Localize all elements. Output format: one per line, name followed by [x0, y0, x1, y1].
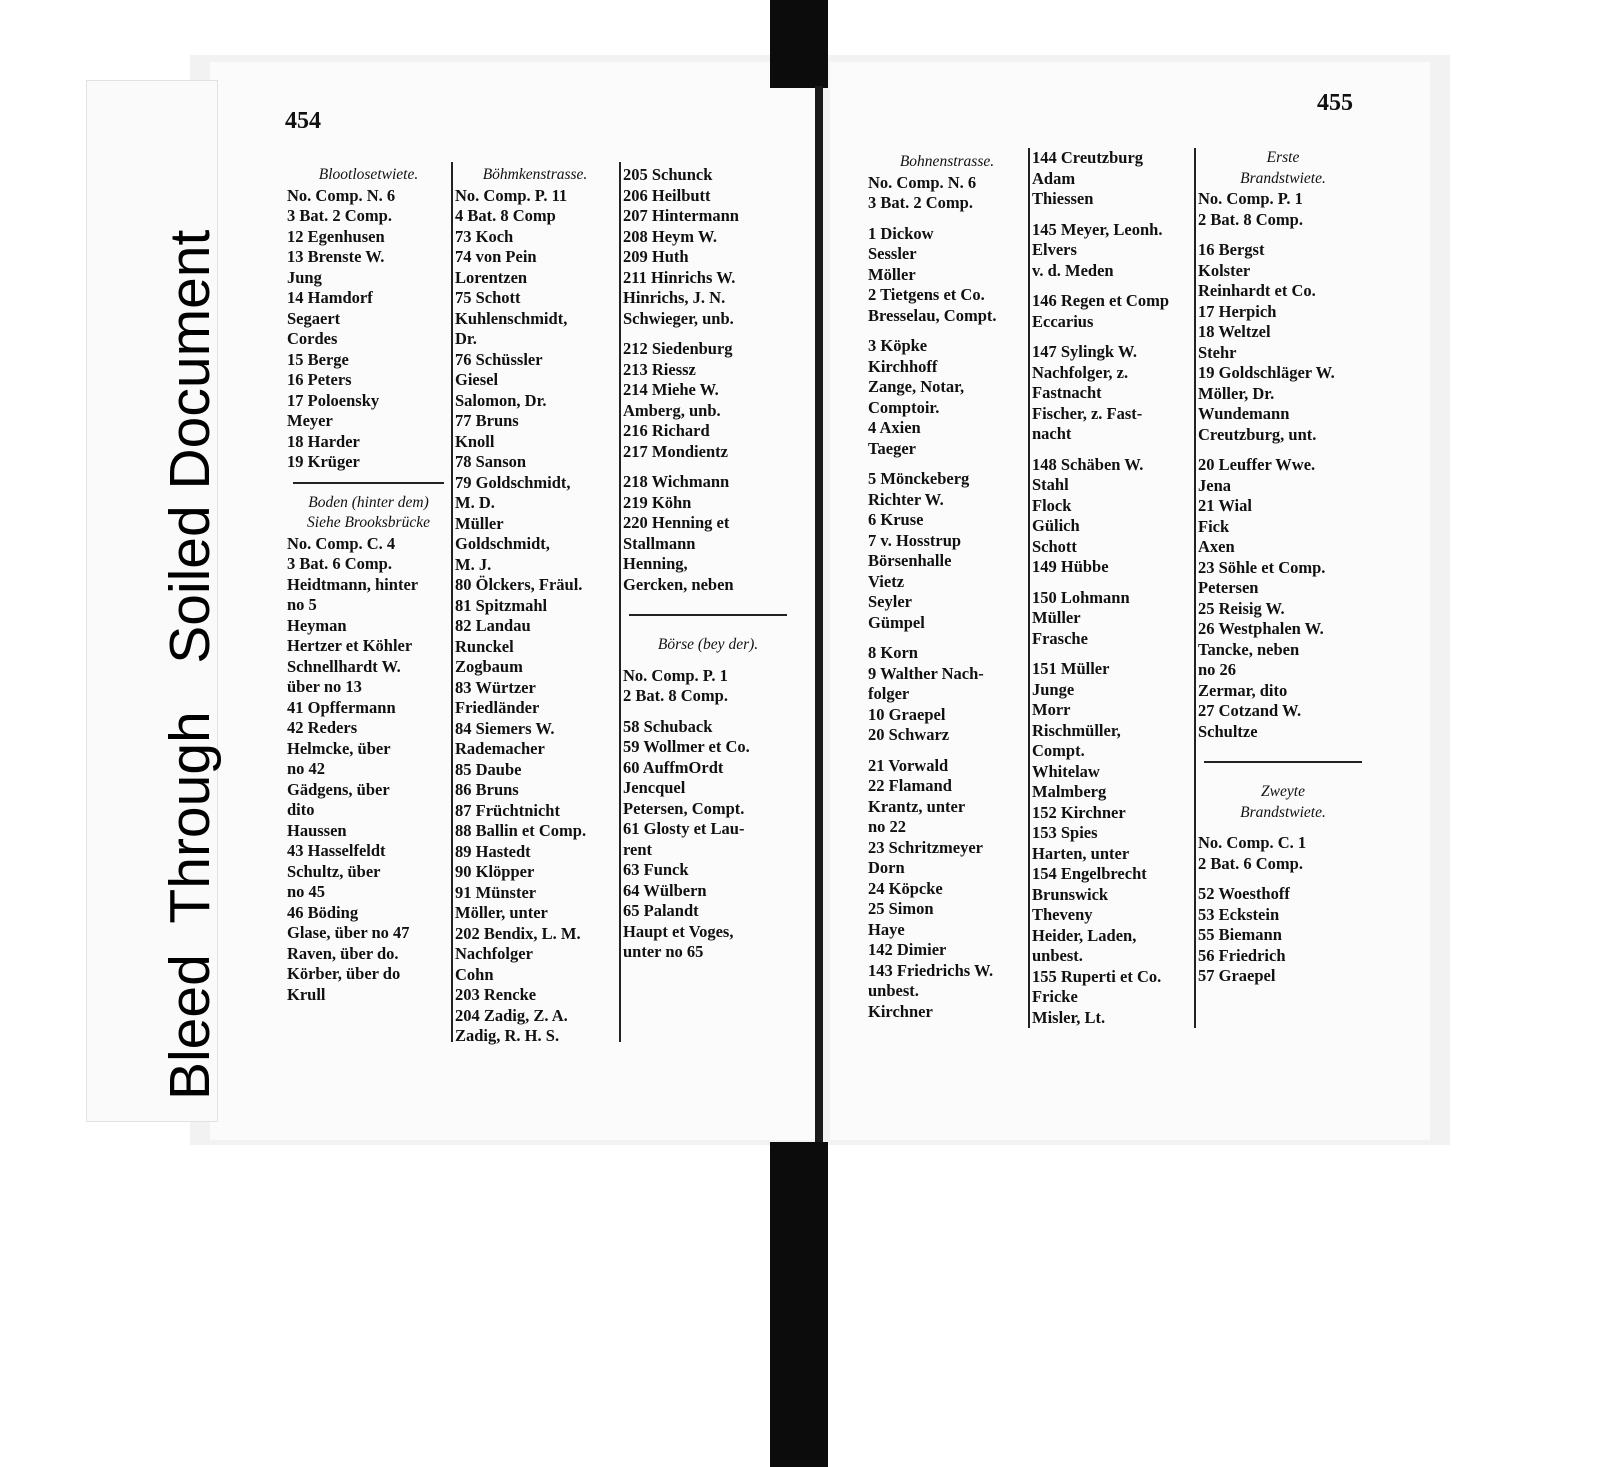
directory-entry: 84 Siemers W.	[455, 718, 555, 738]
directory-entry: Segaert	[287, 308, 341, 328]
directory-entry: 25 Simon	[868, 899, 934, 918]
directory-entry: 150 Lohmann	[1032, 587, 1130, 607]
directory-entry: 78 Sanson	[455, 452, 527, 471]
directory-entry: Fischer, z. Fast-	[1032, 403, 1143, 423]
directory-entry: 20 Leuffer Wwe.	[1198, 455, 1316, 474]
column-divider	[1028, 148, 1030, 1028]
directory-entry: 82 Landau	[455, 616, 531, 635]
directory-entry: 23 Söhle et Comp.	[1198, 557, 1326, 577]
directory-entry: no 22	[868, 817, 907, 836]
spacer	[1032, 210, 1192, 220]
directory-entry: Flock	[1032, 495, 1072, 515]
directory-entry: Schwieger, unb.	[623, 308, 734, 328]
directory-entry: 53 Eckstein	[1198, 904, 1280, 924]
directory-entry: 143 Friedrichs W.	[868, 960, 994, 980]
directory-entry: 74 von Pein	[455, 247, 537, 266]
directory-entry: 13 Brenste W.	[287, 247, 385, 266]
spacer	[623, 595, 793, 605]
spacer	[623, 625, 793, 635]
spacer	[1032, 445, 1192, 455]
directory-entry: 43 Hasselfeldt	[287, 841, 386, 860]
spacer	[623, 462, 793, 472]
directory-entry: Knoll	[455, 431, 495, 451]
directory-entry: Möller, unter	[455, 903, 548, 922]
directory-entry: 2 Bat. 8 Comp.	[1198, 209, 1303, 229]
gutter-fold	[815, 86, 823, 1146]
page-number-right: 455	[1317, 90, 1353, 116]
directory-entry: Kirchner	[868, 1001, 933, 1021]
directory-entry: 63 Funck	[623, 860, 689, 879]
directory-entry: 207 Hintermann	[623, 206, 739, 225]
directory-entry: 18 Weltzel	[1198, 322, 1271, 341]
directory-entry: Helmcke, über	[287, 738, 391, 758]
directory-entry: Salomon, Dr.	[455, 390, 547, 410]
directory-entry: Vietz	[868, 571, 905, 591]
directory-entry: Schott	[1032, 536, 1077, 556]
directory-entry: 24 Köpcke	[868, 878, 943, 898]
spacer	[1198, 772, 1368, 782]
directory-entry: 25 Reisig W.	[1198, 598, 1285, 618]
directory-entry: Kolster	[1198, 260, 1251, 280]
directory-entry: 205 Schunck	[623, 165, 713, 184]
directory-entry: 152 Kirchner	[1032, 802, 1126, 822]
directory-entry: Harten, unter	[1032, 843, 1130, 863]
directory-entry: Taeger	[868, 438, 916, 458]
directory-entry: 3 Bat. 2 Comp.	[868, 193, 973, 212]
spacer	[868, 214, 1026, 224]
directory-entry: Zermar, dito	[1198, 680, 1288, 700]
directory-entry: Dorn	[868, 858, 905, 877]
spacer	[1032, 332, 1192, 342]
directory-entry: Dr.	[455, 329, 477, 348]
left-column-3	[623, 165, 793, 963]
directory-entry: 155 Ruperti et Co.	[1032, 966, 1162, 986]
column-divider	[1194, 148, 1196, 1028]
directory-entry: 151 Müller	[1032, 659, 1110, 678]
spacer	[1032, 578, 1192, 588]
directory-entry: 88 Ballin et Comp.	[455, 821, 587, 840]
directory-entry: 146 Regen et Comp	[1032, 291, 1170, 310]
directory-entry: Brunswick	[1032, 884, 1109, 904]
directory-entry: 2 Tietgens et Co.	[868, 285, 985, 304]
directory-entry: 23 Schritzmeyer	[868, 837, 983, 857]
directory-entry: Jencquel	[623, 778, 686, 797]
directory-entry: 154 Engelbrecht	[1032, 864, 1147, 883]
directory-entry: Tancke, neben	[1198, 639, 1300, 659]
directory-entry: Krull	[287, 984, 326, 1004]
directory-entry: 42 Reders	[287, 718, 358, 737]
directory-entry: Misler, Lt.	[1032, 1007, 1106, 1027]
stamp-text: Bleed Through Soiled Document	[158, 229, 222, 1100]
directory-entry: Sessler	[868, 244, 917, 263]
directory-entry: 85 Daube	[455, 759, 522, 779]
directory-entry: No. Comp. N. 6	[868, 172, 977, 192]
column-divider	[619, 162, 621, 1042]
directory-entry: Zadig, R. H. S.	[455, 1026, 560, 1045]
section-rule	[293, 482, 444, 484]
directory-entry: No. Comp. P. 1	[623, 665, 728, 685]
spacer	[623, 707, 793, 717]
directory-entry: 142 Dimier	[868, 940, 947, 959]
directory-entry: 87 Früchtnicht	[455, 800, 560, 820]
directory-entry: Jena	[1198, 475, 1231, 495]
directory-entry: 86 Bruns	[455, 780, 519, 799]
directory-entry: 26 Westphalen W.	[1198, 619, 1324, 638]
directory-entry: 6 Kruse	[868, 510, 924, 529]
street-heading: Zweyte	[1261, 783, 1305, 800]
directory-entry: Malmberg	[1032, 782, 1107, 801]
directory-entry: Runckel	[455, 636, 514, 656]
directory-entry: 7 v. Hosstrup	[868, 530, 962, 550]
directory-entry: unbest.	[868, 981, 919, 1000]
directory-entry: No. Comp. P. 11	[455, 185, 568, 205]
directory-entry: Rischmüller,	[1032, 720, 1121, 740]
street-heading: Blootlosetwiete.	[318, 166, 419, 183]
spacer	[868, 459, 1026, 469]
spacer	[1198, 823, 1368, 833]
directory-entry: 144 Creutzburg	[1032, 148, 1144, 167]
directory-entry: Fastnacht	[1032, 383, 1102, 402]
directory-entry: 206 Heilbutt	[623, 185, 711, 205]
directory-entry: No. Comp. C. 1	[1198, 833, 1307, 852]
directory-entry: 145 Meyer, Leonh.	[1032, 219, 1163, 239]
directory-entry: Zogbaum	[455, 657, 523, 676]
spacer	[1198, 874, 1368, 884]
street-heading: Brandstwiete.	[1240, 169, 1326, 187]
directory-entry: Henning,	[623, 554, 688, 573]
directory-entry: 153 Spies	[1032, 823, 1098, 842]
directory-entry: unter no 65	[623, 942, 704, 961]
directory-entry: 81 Spitzmahl	[455, 595, 548, 615]
directory-entry: 83 Würtzer	[455, 677, 536, 697]
directory-entry: 5 Mönckeberg	[868, 469, 970, 488]
directory-entry: Theveny	[1032, 905, 1093, 924]
spacer	[868, 746, 1026, 756]
directory-entry: no 42	[287, 759, 326, 778]
directory-entry: Meyer	[287, 411, 333, 430]
directory-entry: Lorentzen	[455, 267, 528, 287]
right-column-1	[868, 152, 1026, 1022]
directory-entry: Schnellhardt W.	[287, 656, 401, 676]
directory-entry: Jung	[287, 267, 322, 287]
directory-entry: Petersen, Compt.	[623, 798, 745, 818]
street-heading: Böhmkenstrasse.	[482, 166, 588, 183]
directory-entry: Amberg, unb.	[623, 400, 721, 420]
directory-entry: 17 Herpich	[1198, 301, 1277, 321]
directory-entry: 217 Mondientz	[623, 441, 728, 461]
directory-entry: 59 Wollmer et Co.	[623, 737, 750, 756]
directory-entry: Compt.	[1032, 741, 1085, 760]
directory-entry: 73 Koch	[455, 226, 514, 246]
directory-entry: 57 Graepel	[1198, 966, 1276, 985]
directory-entry: No. Comp. N. 6	[287, 185, 396, 205]
directory-entry: Haussen	[287, 820, 347, 840]
directory-entry: no 45	[287, 882, 326, 901]
column-divider	[451, 162, 453, 1042]
directory-entry: 90 Klöpper	[455, 862, 535, 881]
directory-entry: Börsenhalle	[868, 551, 952, 570]
directory-entry: 64 Wülbern	[623, 880, 707, 900]
directory-entry: Schultz, über	[287, 861, 381, 881]
directory-entry: Goldschmidt,	[455, 534, 550, 553]
directory-entry: Axen	[1198, 537, 1235, 556]
directory-entry: 91 Münster	[455, 882, 537, 902]
directory-entry: 2 Bat. 8 Comp.	[623, 686, 728, 705]
directory-entry: Friedländer	[455, 698, 540, 717]
directory-entry: Fricke	[1032, 987, 1078, 1006]
directory-entry: 55 Biemann	[1198, 925, 1282, 944]
directory-entry: Cordes	[287, 329, 338, 348]
directory-entry: Seyler	[868, 592, 912, 611]
directory-entry: 211 Hinrichs W.	[623, 267, 736, 287]
street-heading: Siehe Brooksbrücke	[307, 514, 430, 531]
directory-entry: Adam	[1032, 168, 1076, 188]
directory-entry: Bresselau, Compt.	[868, 305, 997, 325]
directory-entry: 46 Böding	[287, 902, 359, 922]
directory-entry: no 26	[1198, 660, 1237, 679]
street-heading: Erste	[1266, 149, 1300, 166]
directory-entry: 79 Goldschmidt,	[455, 472, 571, 492]
directory-entry: 213 Riessz	[623, 359, 696, 379]
spacer	[1198, 742, 1368, 752]
directory-entry: Möller	[868, 264, 916, 284]
directory-entry: Möller, Dr.	[1198, 383, 1275, 403]
left-column-1	[287, 165, 450, 1005]
directory-entry: Cohn	[455, 964, 494, 984]
directory-entry: 52 Woesthoff	[1198, 884, 1290, 903]
directory-entry: Hinrichs, J. N.	[623, 288, 726, 307]
directory-entry: 216 Richard	[623, 421, 710, 440]
directory-entry: Hertzer et Köhler	[287, 636, 413, 655]
directory-entry: Whitelaw	[1032, 761, 1100, 781]
spacer	[868, 326, 1026, 336]
directory-entry: 76 Schüssler	[455, 349, 543, 369]
directory-entry: Heyman	[287, 615, 347, 635]
directory-entry: 77 Bruns	[455, 411, 519, 430]
directory-entry: Müller	[455, 513, 504, 533]
directory-entry: 56 Friedrich	[1198, 945, 1286, 965]
directory-entry: 61 Glosty et Lau-	[623, 819, 745, 838]
directory-entry: v. d. Meden	[1032, 260, 1114, 280]
directory-entry: 208 Heym W.	[623, 226, 717, 246]
directory-entry: 27 Cotzand W.	[1198, 701, 1302, 720]
directory-entry: Zange, Notar,	[868, 377, 965, 396]
directory-entry: Kuhlenschmidt,	[455, 308, 568, 328]
directory-entry: nacht	[1032, 424, 1072, 443]
directory-entry: 1 Dickow	[868, 223, 934, 243]
directory-entry: Stahl	[1032, 475, 1069, 494]
directory-entry: Kirchhoff	[868, 356, 938, 376]
directory-entry: Müller	[1032, 608, 1081, 627]
directory-entry: 20 Schwarz	[868, 725, 950, 744]
directory-entry: 80 Ölckers, Fräul.	[455, 575, 583, 594]
directory-entry: 203 Rencke	[455, 985, 537, 1004]
directory-entry: Raven, über do.	[287, 943, 399, 963]
directory-entry: über no 13	[287, 677, 362, 696]
section-rule	[629, 614, 787, 616]
directory-entry: Stehr	[1198, 342, 1237, 362]
right-column-2	[1032, 148, 1192, 1028]
directory-entry: Gercken, neben	[623, 574, 734, 594]
directory-entry: Eccarius	[1032, 311, 1094, 331]
directory-entry: 202 Bendix, L. M.	[455, 923, 581, 943]
directory-entry: 22 Flamand	[868, 776, 952, 795]
directory-entry: Stallmann	[623, 533, 696, 553]
left-column-2	[455, 165, 615, 1047]
directory-entry: 4 Axien	[868, 418, 921, 437]
directory-entry: 14 Hamdorf	[287, 288, 373, 307]
directory-entry: Heider, Laden,	[1032, 925, 1137, 945]
directory-entry: rent	[623, 839, 653, 859]
directory-entry: Gülich	[1032, 516, 1080, 535]
directory-entry: M. J.	[455, 554, 492, 574]
directory-entry: 60 AuffmOrdt	[623, 757, 724, 777]
directory-entry: 16 Bergst	[1198, 240, 1265, 259]
directory-entry: Giesel	[455, 370, 499, 389]
street-heading: Börse (bey der).	[657, 636, 759, 653]
directory-entry: dito	[287, 800, 315, 819]
directory-entry: Frasche	[1032, 628, 1088, 648]
directory-entry: Petersen	[1198, 578, 1259, 597]
directory-entry: Krantz, unter	[868, 796, 966, 816]
directory-entry: 212 Siedenburg	[623, 339, 733, 358]
directory-entry: 218 Wichmann	[623, 472, 730, 491]
directory-entry: 18 Harder	[287, 431, 360, 451]
directory-entry: Morr	[1032, 700, 1071, 719]
directory-entry: 3 Köpke	[868, 336, 928, 355]
directory-entry: Junge	[1032, 679, 1075, 699]
street-heading: Brandstwiete.	[1240, 803, 1326, 821]
directory-entry: Heidtmann, hinter	[287, 574, 419, 594]
directory-entry: No. Comp. P. 1	[1198, 189, 1303, 208]
directory-entry: 3 Bat. 6 Comp.	[287, 554, 392, 573]
directory-entry: 75 Schott	[455, 288, 521, 307]
directory-entry: Nachfolger, z.	[1032, 362, 1129, 382]
directory-entry: Haupt et Voges,	[623, 921, 734, 941]
section-rule	[1204, 761, 1362, 763]
spacer	[1032, 649, 1192, 659]
directory-entry: no 5	[287, 595, 317, 614]
directory-entry: 220 Henning et	[623, 513, 730, 532]
spacer	[1198, 445, 1368, 455]
directory-entry: Glase, über no 47	[287, 923, 410, 942]
directory-entry: 21 Wial	[1198, 496, 1252, 515]
directory-entry: Schultze	[1198, 721, 1258, 741]
directory-entry: Rademacher	[455, 739, 545, 758]
directory-entry: Nachfolger	[455, 944, 533, 963]
directory-entry: 15 Berge	[287, 349, 349, 369]
directory-entry: 4 Bat. 8 Comp	[455, 206, 556, 225]
directory-entry: 8 Korn	[868, 643, 918, 662]
directory-entry: 16 Peters	[287, 370, 352, 389]
directory-entry: 41 Opffermann	[287, 697, 396, 717]
directory-entry: unbest.	[1032, 946, 1083, 965]
directory-entry: 12 Egenhusen	[287, 226, 385, 246]
directory-entry: Haye	[868, 919, 905, 939]
directory-entry: 2 Bat. 6 Comp.	[1198, 853, 1303, 873]
directory-entry: 17 Poloensky	[287, 390, 380, 410]
directory-entry: Körber, über do	[287, 964, 401, 983]
directory-entry: folger	[868, 684, 910, 703]
directory-entry: 147 Sylingk W.	[1032, 342, 1138, 361]
directory-entry: 10 Graepel	[868, 704, 946, 724]
directory-entry: No. Comp. C. 4	[287, 533, 396, 553]
directory-entry: M. D.	[455, 493, 495, 512]
spacer	[623, 329, 793, 339]
directory-entry: 148 Schäben W.	[1032, 454, 1144, 474]
directory-entry: Creutzburg, unt.	[1198, 424, 1317, 444]
directory-entry: Gümpel	[868, 612, 925, 632]
directory-entry: 65 Palandt	[623, 901, 699, 920]
directory-entry: Gädgens, über	[287, 779, 390, 799]
street-heading: Bohnenstrasse.	[899, 153, 995, 170]
directory-entry: Thiessen	[1032, 189, 1094, 208]
directory-entry: Fick	[1198, 516, 1230, 536]
directory-entry: 9 Walther Nach-	[868, 663, 984, 683]
directory-entry: 209 Huth	[623, 247, 689, 266]
spacer	[1032, 281, 1192, 291]
directory-entry: 204 Zadig, Z. A.	[455, 1005, 568, 1025]
directory-entry: Elvers	[1032, 240, 1077, 259]
gutter-shadow-bottom	[770, 1142, 828, 1467]
directory-entry: Reinhardt et Co.	[1198, 281, 1316, 300]
directory-entry: 19 Krüger	[287, 452, 360, 471]
directory-entry: 219 Köhn	[623, 492, 692, 512]
spacer	[1198, 230, 1368, 240]
right-column-3	[1198, 148, 1368, 987]
street-heading: Boden (hinter dem)	[308, 493, 429, 511]
directory-entry: Wundemann	[1198, 404, 1290, 423]
spacer	[623, 656, 793, 666]
directory-entry: 21 Vorwald	[868, 755, 949, 775]
directory-entry: 19 Goldschläger W.	[1198, 363, 1335, 382]
directory-entry: 3 Bat. 2 Comp.	[287, 206, 392, 225]
spacer	[868, 633, 1026, 643]
directory-entry: 89 Hastedt	[455, 841, 531, 861]
directory-entry: Richter W.	[868, 489, 944, 509]
directory-entry: 58 Schuback	[623, 716, 713, 736]
directory-entry: Comptoir.	[868, 397, 940, 417]
gutter-shadow-top	[770, 0, 828, 88]
directory-entry: 214 Miehe W.	[623, 380, 719, 399]
directory-entry: 149 Hübbe	[1032, 557, 1109, 576]
page-number-left: 454	[285, 108, 321, 134]
